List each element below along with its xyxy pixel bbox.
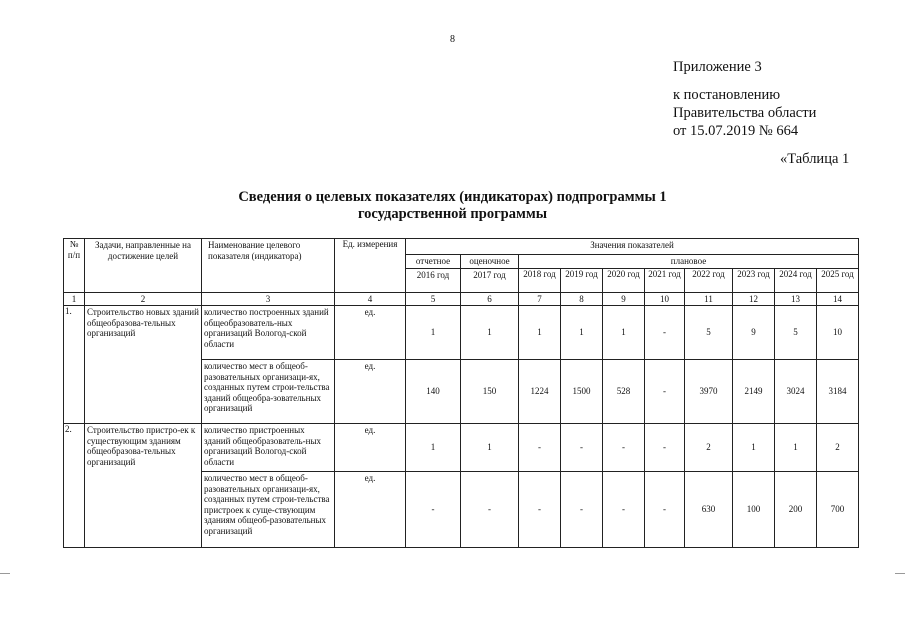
indicator-value: - xyxy=(603,424,645,472)
page-edge-mark-left xyxy=(0,573,10,574)
column-number-cell: 2 xyxy=(85,292,202,306)
indicators-table xyxy=(63,238,859,548)
column-number-cell: 4 xyxy=(335,292,406,306)
column-number-cell: 3 xyxy=(202,292,335,306)
indicator-value: 2 xyxy=(817,424,859,472)
column-number-cell: 8 xyxy=(561,292,603,306)
header-year-2024: 2024 год xyxy=(775,268,817,292)
indicator-value: 1 xyxy=(406,424,461,472)
indicator-value: - xyxy=(645,424,685,472)
indicator-value: 1500 xyxy=(561,360,603,424)
indicator-value: - xyxy=(406,472,461,548)
indicator-value: 1 xyxy=(775,424,817,472)
indicator-value: 100 xyxy=(733,472,775,548)
indicator-value: 3970 xyxy=(685,360,733,424)
column-number-cell: 12 xyxy=(733,292,775,306)
indicator-value: - xyxy=(461,472,519,548)
document-title-line2: государственной программы xyxy=(357,206,548,222)
indicator-value: 2 xyxy=(685,424,733,472)
indicator-value: 1 xyxy=(603,306,645,360)
header-indicator: Наименование целевого показателя (индикатора) xyxy=(202,239,335,293)
indicator-value: 1 xyxy=(519,306,561,360)
indicator-value: 1 xyxy=(733,424,775,472)
indicator-value: 1 xyxy=(461,306,519,360)
indicator-value: 5 xyxy=(685,306,733,360)
column-number-cell: 6 xyxy=(461,292,519,306)
header-year-2021: 2021 год xyxy=(645,268,685,292)
indicator-unit: ед. xyxy=(335,360,406,424)
indicator-value: 1 xyxy=(461,424,519,472)
header-planned: плановое xyxy=(519,255,859,269)
appendix-title: Приложение 3 xyxy=(673,59,762,75)
header-year-2025: 2025 год xyxy=(817,268,859,292)
indicator-value: 630 xyxy=(685,472,733,548)
indicator-row xyxy=(64,306,859,360)
column-number-cell: 5 xyxy=(406,292,461,306)
column-number-cell: 14 xyxy=(817,292,859,306)
header-reported: отчетное xyxy=(406,255,461,269)
indicator-name: количество мест в общеоб-разовательных организаци-ях, созданных путем строи-тельства пристроек к суще-ствующим зданиям общеоб-разовательных организаций xyxy=(202,472,335,548)
indicator-value: - xyxy=(603,472,645,548)
indicator-value: 1 xyxy=(561,306,603,360)
header-num: № п/п xyxy=(64,239,85,293)
indicator-value: 140 xyxy=(406,360,461,424)
column-number-row xyxy=(64,292,859,306)
table-label: «Таблица 1 xyxy=(780,151,850,167)
indicator-value: - xyxy=(645,472,685,548)
indicator-value: 150 xyxy=(461,360,519,424)
header-tasks: Задачи, направленные на достижение целей xyxy=(85,239,202,293)
header-year-2018: 2018 год xyxy=(519,268,561,292)
indicator-value: 200 xyxy=(775,472,817,548)
column-number-cell: 13 xyxy=(775,292,817,306)
column-number-cell: 9 xyxy=(603,292,645,306)
header-values: Значения показателей xyxy=(406,239,859,255)
document-title-line1: Сведения о целевых показателях (индикаторах) подпрограммы 1 xyxy=(238,189,667,205)
task-name: Строительство пристро-ек к существующим зданиям общеобразова-тельных организаций xyxy=(85,424,202,548)
page-edge-mark-right xyxy=(895,573,905,574)
indicator-value: 9 xyxy=(733,306,775,360)
indicator-unit: ед. xyxy=(335,472,406,548)
indicator-value: - xyxy=(561,424,603,472)
indicator-unit: ед. xyxy=(335,306,406,360)
appendix-resolution-line: к постановлению xyxy=(673,87,781,103)
header-year-2017: 2017 год xyxy=(461,268,519,292)
indicator-name: количество пристроенных зданий общеобразователь-ных организаций Вологод-ской области xyxy=(202,424,335,472)
indicator-name: количество построенных зданий общеобразователь-ных организаций Вологод-ской области xyxy=(202,306,335,360)
indicator-value: 2149 xyxy=(733,360,775,424)
header-year-2020: 2020 год xyxy=(603,268,645,292)
column-number-cell: 11 xyxy=(685,292,733,306)
indicator-value: 3184 xyxy=(817,360,859,424)
appendix-date-line: от 15.07.2019 № 664 xyxy=(673,123,799,139)
indicator-value: 10 xyxy=(817,306,859,360)
document-title xyxy=(0,189,905,223)
indicator-value: - xyxy=(519,424,561,472)
indicator-row xyxy=(64,424,859,472)
column-number-cell: 1 xyxy=(64,292,85,306)
column-number-cell: 10 xyxy=(645,292,685,306)
indicator-name: количество мест в общеоб-разовательных организаци-ях, созданных путем строи-тельства зданий общеобра-зовательных организаций xyxy=(202,360,335,424)
task-number: 2. xyxy=(64,424,85,548)
header-year-2023: 2023 год xyxy=(733,268,775,292)
indicator-value: 528 xyxy=(603,360,645,424)
task-name: Строительство новых зданий общеобразова-тельных организаций xyxy=(85,306,202,424)
indicator-value: 700 xyxy=(817,472,859,548)
header-unit: Ед. измерения xyxy=(335,239,406,293)
indicator-value: 3024 xyxy=(775,360,817,424)
header-estimated: оценочное xyxy=(461,255,519,269)
header-year-2022: 2022 год xyxy=(685,268,733,292)
header-year-2016: 2016 год xyxy=(406,268,461,292)
indicator-value: - xyxy=(645,360,685,424)
indicator-value: - xyxy=(645,306,685,360)
header-year-2019: 2019 год xyxy=(561,268,603,292)
indicator-value: - xyxy=(561,472,603,548)
indicator-value: 1 xyxy=(406,306,461,360)
appendix-government-line: Правительства области xyxy=(673,105,817,121)
indicator-value: - xyxy=(519,472,561,548)
page-number: 8 xyxy=(450,34,455,45)
column-number-cell: 7 xyxy=(519,292,561,306)
indicator-unit: ед. xyxy=(335,424,406,472)
task-number: 1. xyxy=(64,306,85,424)
indicator-value: 1224 xyxy=(519,360,561,424)
indicator-value: 5 xyxy=(775,306,817,360)
